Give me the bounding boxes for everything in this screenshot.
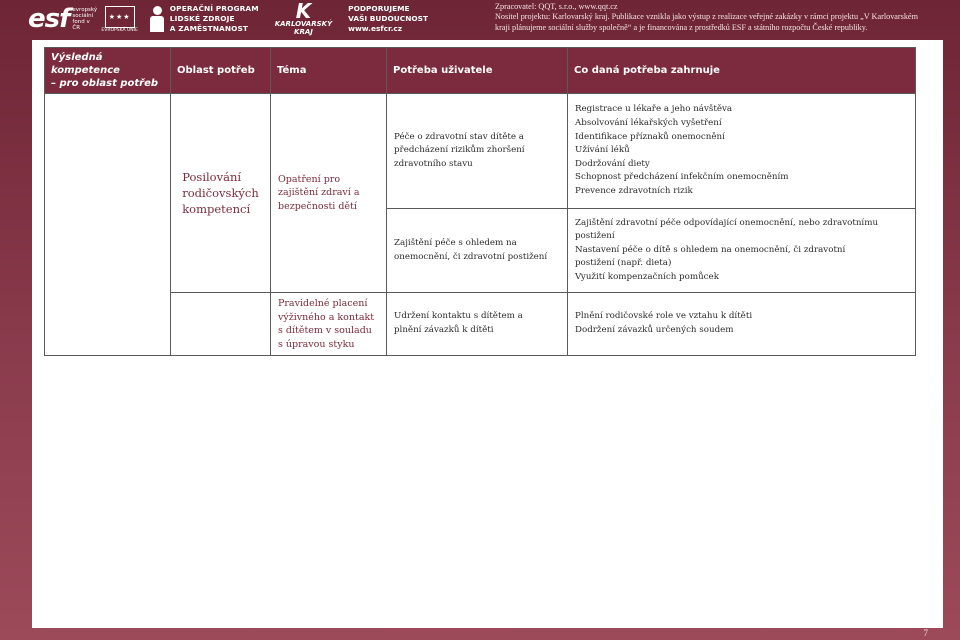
need-line: Udržení kontaktu s dítětem a <box>394 311 523 322</box>
kv-mark: K <box>295 0 312 23</box>
support-line: VAŠI BUDOUCNOST <box>348 14 429 23</box>
includes-cell <box>568 94 916 209</box>
logo-strip <box>28 2 428 36</box>
area-line: Posilování <box>182 170 242 184</box>
needs-table <box>44 47 916 356</box>
header-competence-line: – pro oblast potřeb <box>51 78 159 89</box>
topic-line: zajištění zdraví a <box>278 187 360 199</box>
includes-line: Schopnost předcházení infekčním onemocněním <box>575 172 789 183</box>
topic-cell <box>271 293 387 356</box>
includes-line: Absolvování lékařských vyšetření <box>575 118 722 129</box>
project-info-line: Nositel projektu: Karlovarský kraj. Publikace vznikla jako výstup z realizace veřejné zakázky v rámci projektu „V Karlovarském <box>495 12 918 22</box>
table-row <box>45 94 916 209</box>
esf-mark: esf <box>28 4 70 34</box>
op-line: A ZAMĚSTNANOST <box>169 24 249 33</box>
header-competence-line: Výsledná kompetence <box>51 52 120 76</box>
topic-line: Opatření pro <box>278 173 341 185</box>
kv-line: KRAJ <box>294 28 313 36</box>
esf-caption-line: fond v ČR <box>72 19 90 32</box>
project-info-line: kraji plánujeme sociální služby společně“ a je financována z prostředků ESF a státního rozpočtu České republiky. <box>495 22 868 32</box>
header-need: Potřeba uživatele <box>387 48 568 94</box>
includes-line: Dodržování diety <box>575 158 650 169</box>
includes-line: Identifikace příznaků onemocnění <box>575 131 725 142</box>
need-line: zdravotního stavu <box>394 158 473 169</box>
op-line: OPERAČNÍ PROGRAM <box>169 4 259 13</box>
includes-line: Zajištění zdravotní péče odpovídající onemocnění, nebo zdravotnímu <box>575 217 879 228</box>
area-cell <box>171 94 271 293</box>
project-info <box>495 2 955 33</box>
topic-line: Pravidelné placení <box>278 298 368 309</box>
person-icon <box>148 6 166 32</box>
eu-logo <box>101 6 137 33</box>
need-line: Péče o zdravotní stav dítěte a <box>394 131 524 142</box>
header-topic: Téma <box>271 48 387 94</box>
support-logo <box>348 4 428 34</box>
op-logo <box>148 4 259 34</box>
includes-line: Nastavení péče o dítě s ohledem na onemocnění, či zdravotní <box>575 244 846 255</box>
op-text <box>170 4 259 34</box>
includes-line: Plnění rodičovské role ve vztahu k dítěti <box>575 311 753 322</box>
table-header-row <box>45 48 916 94</box>
eu-caption: EVROPSKÁ UNIE <box>101 27 138 33</box>
topic-cell <box>271 94 387 293</box>
karlovarsky-kraj-logo <box>275 2 332 36</box>
need-cell <box>387 293 568 356</box>
need-cell <box>387 209 568 293</box>
esf-logo <box>28 4 138 34</box>
includes-line: Dodržení závazků určených soudem <box>575 325 734 335</box>
header-competence <box>45 48 171 94</box>
support-url: www.esfcr.cz <box>348 24 403 33</box>
topic-line: bezpečnosti dětí <box>278 200 357 212</box>
includes-line: postižení (např. dieta) <box>575 258 672 269</box>
includes-line: Registrace u lékaře a jeho návštěva <box>575 104 733 115</box>
document-page <box>32 40 943 628</box>
page-header <box>0 0 960 38</box>
includes-line: Prevence zdravotních rizik <box>575 185 693 196</box>
eu-flag-icon: ★★★ <box>105 6 135 28</box>
includes-line: Využití kompenzačních pomůcek <box>575 271 719 282</box>
esf-caption <box>72 7 98 32</box>
area-line: kompetencí <box>182 202 251 216</box>
includes-cell <box>568 209 916 293</box>
op-line: LIDSKÉ ZDROJE <box>169 14 235 23</box>
empty-area-cell <box>171 293 271 356</box>
topic-line: výživného a kontakt <box>278 311 375 323</box>
includes-cell <box>568 293 916 356</box>
esf-caption-line: evropský <box>72 6 98 13</box>
topic-line: s úpravou styku <box>278 338 355 350</box>
need-line: plnění závazků k dítěti <box>394 325 494 335</box>
includes-line: Užívání léků <box>575 145 630 156</box>
header-area: Oblast potřeb <box>171 48 271 94</box>
support-line: PODPORUJEME <box>348 4 410 13</box>
empty-competence-cell <box>45 94 171 356</box>
page-number: 7 <box>923 628 928 638</box>
includes-line: postižení <box>575 231 615 242</box>
need-line: předcházení rizikům zhoršení <box>394 145 525 156</box>
table-row <box>45 293 916 356</box>
need-cell <box>387 94 568 209</box>
project-info-line: Zpracovatel: QQT, s.r.o., www.qqt.cz <box>495 2 618 11</box>
kv-line: KARLOVARSKÝ <box>274 20 333 28</box>
esf-caption-line: sociální <box>72 12 94 19</box>
area-line: rodičovských <box>182 186 259 200</box>
need-line: Zajištění péče s ohledem na <box>394 237 517 248</box>
topic-line: s dítětem v souladu <box>278 325 372 336</box>
header-includes: Co daná potřeba zahrnuje <box>568 48 916 94</box>
need-line: onemocnění, či zdravotní postižení <box>394 251 548 262</box>
